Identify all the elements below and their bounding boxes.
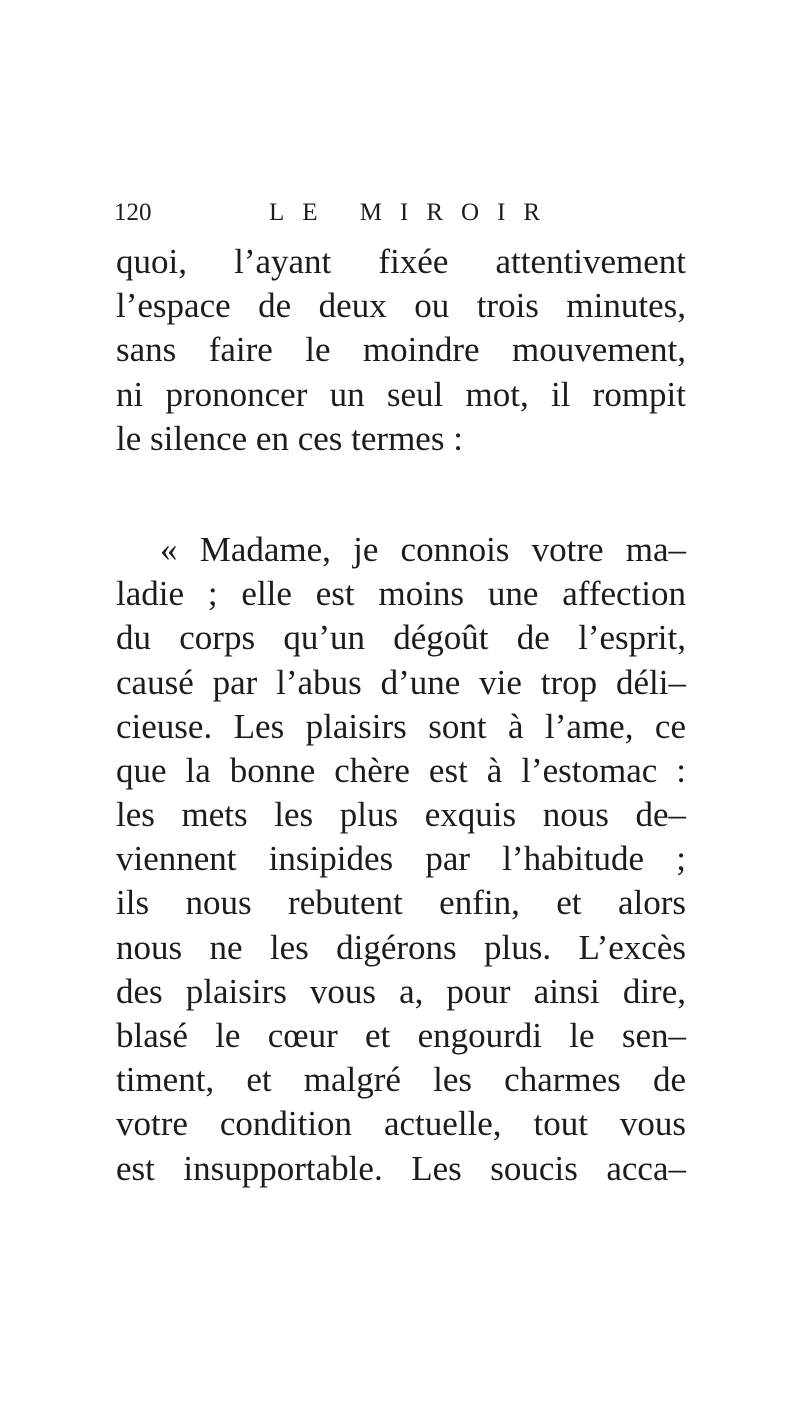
text-line: des plaisirs vous a, pour ainsi dire, (116, 971, 686, 1011)
text-line: que la bonne chère est à l’estomac : (116, 750, 686, 790)
text-line: ni prononcer un seul mot, il rompit (116, 374, 686, 414)
text-line: ils nous rebutent enfin, et alors (116, 883, 686, 923)
text-line: blasé le cœur et engourdi le sen– (116, 1016, 686, 1055)
paragraph-2 (116, 528, 686, 1191)
text-line: nous ne les digérons plus. L’excès (116, 927, 686, 967)
text-line: quoi, l’ayant fixée attentivement (116, 242, 686, 281)
paragraph-1 (116, 240, 686, 461)
page-number: 120 (114, 199, 152, 226)
text-line: est insupportable. Les soucis acca– (116, 1148, 686, 1188)
text-line: votre condition actuelle, tout vous (116, 1104, 686, 1144)
text-line: timent, et malgré les charmes de (116, 1060, 686, 1100)
running-head (114, 195, 684, 231)
text-line: cieuse. Les plaisirs sont à l’ame, ce (116, 706, 686, 746)
text-line: du corps qu’un dégoût de l’esprit, (116, 618, 686, 658)
text-line: « Madame, je connois votre ma– (160, 529, 686, 569)
paragraph-gap (116, 461, 686, 528)
text-line: ladie ; elle est moins une affection (116, 574, 686, 614)
text-line: viennent insipides par l’habitude ; (116, 839, 686, 879)
running-title: LE MIROIR (269, 199, 559, 226)
text-line: causé par l’abus d’une vie trop déli– (116, 662, 686, 702)
text-line: le silence en ces termes : (116, 418, 463, 458)
text-line: sans faire le moindre mouvement, (116, 330, 686, 370)
text-line: l’espace de deux ou trois minutes, (116, 286, 686, 326)
body-text (116, 240, 686, 1191)
text-line: les mets les plus exquis nous de– (116, 795, 686, 835)
